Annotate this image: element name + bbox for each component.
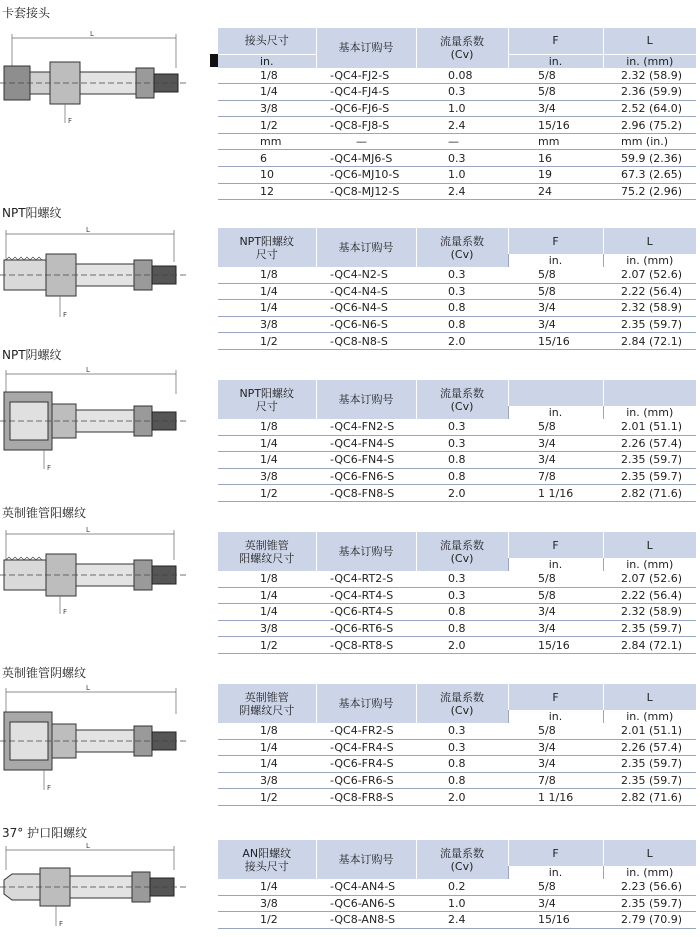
header-l: L [603, 228, 696, 254]
unit-f: in. [508, 866, 603, 879]
table-row: 1/2 -QC8-AN8-S 2.4 15/16 2.79 (70.9) [218, 912, 696, 929]
svg-text:L: L [86, 526, 90, 534]
table-row: 1/4 -QC4-FR4-S 0.3 3/4 2.26 (57.4) [218, 739, 696, 756]
svg-text:F: F [47, 464, 52, 472]
svg-text:F: F [47, 784, 52, 792]
fitting-drawing [0, 364, 190, 479]
section-title: NPT阳螺纹 [2, 206, 62, 220]
table-row: 1/8 -QC4-RT2-S 0.3 5/8 2.07 (52.6) [218, 571, 696, 587]
table-row: 1/4 -QC6-N4-S 0.8 3/4 2.32 (58.9) [218, 300, 696, 317]
unit-l: in. (mm) [603, 254, 696, 267]
fitting-drawing [0, 840, 190, 937]
table-row: 6 -QC4-MJ6-S 0.3 16 59.9 (2.36) [218, 150, 696, 167]
svg-text:L: L [86, 366, 90, 374]
table-row: 12 -QC8-MJ12-S 2.4 24 75.2 (2.96) [218, 183, 696, 200]
header-order: 基本订购号 [316, 840, 416, 879]
header-l: L [603, 840, 696, 866]
section-title: NPT阴螺纹 [2, 348, 62, 362]
header-order: 基本订购号 [316, 380, 416, 419]
header-l: L [603, 532, 696, 558]
unit-l: in. (mm) [603, 406, 696, 419]
table-row: 1/4 -QC4-N4-S 0.3 5/8 2.22 (56.4) [218, 283, 696, 300]
unit-l: in. (mm) [603, 710, 696, 723]
header-flow: 流量系数 (Cv) [416, 28, 508, 68]
table-row: 1/2 -QC8-N8-S 2.0 15/16 2.84 (72.1) [218, 333, 696, 350]
section-title: 37° 护口阳螺纹 [2, 826, 88, 840]
table-row: 1/8 -QC4-FJ2-S 0.08 5/8 2.32 (58.9) [218, 68, 696, 84]
table-row: 3/8 -QC6-RT6-S 0.8 3/4 2.35 (59.7) [218, 620, 696, 637]
unit-f: in. [508, 710, 603, 723]
table-row: 1/4 -QC4-FJ4-S 0.3 5/8 2.36 (59.9) [218, 84, 696, 101]
svg-text:L: L [86, 684, 90, 692]
unit-l: in. (mm) [603, 866, 696, 879]
table-row: 1/4 -QC4-AN4-S 0.2 5/8 2.23 (56.6) [218, 879, 696, 895]
section-title: 英制锥管阳螺纹 [2, 506, 87, 520]
dim-l-label: L [90, 30, 94, 38]
header-size: NPT阳螺纹 尺寸 [218, 228, 316, 267]
svg-text:F: F [59, 920, 64, 928]
header-size: NPT阳螺纹 尺寸 [218, 380, 316, 419]
unit-f: in. [508, 406, 603, 419]
table-row: 3/8 -QC6-AN6-S 1.0 3/4 2.35 (59.7) [218, 895, 696, 912]
table-body [218, 68, 696, 200]
unit-l: in. (mm) [603, 54, 696, 68]
header-size: 英制锥管 阴螺纹尺寸 [218, 684, 316, 723]
header-flow: 流量系数 (Cv) [416, 228, 508, 267]
table-row: 1/8 -QC4-FN2-S 0.3 5/8 2.01 (51.1) [218, 419, 696, 435]
table-row: 3/8 -QC6-FJ6-S 1.0 3/4 2.52 (64.0) [218, 100, 696, 117]
table-row: 1/2 -QC8-FN8-S 2.0 1 1/16 2.82 (71.6) [218, 485, 696, 502]
header-f: F [508, 228, 603, 254]
header-f: F [508, 28, 603, 54]
svg-text:L: L [86, 226, 90, 234]
header-f [508, 380, 603, 406]
table-row: 1/4 -QC4-RT4-S 0.3 5/8 2.22 (56.4) [218, 587, 696, 604]
section-npt-female [0, 346, 700, 501]
header-f: F [508, 840, 603, 866]
section-title: 卡套接头 [2, 6, 51, 20]
section-tube-fitting [0, 0, 700, 200]
unit-f: in. [508, 54, 603, 68]
unit-f: in. [508, 254, 603, 267]
header-size: 英制锥管 阳螺纹尺寸 [218, 532, 316, 571]
section-npt-male [0, 202, 700, 347]
table-row: 1/8 -QC4-N2-S 0.3 5/8 2.07 (52.6) [218, 267, 696, 283]
header-l: L [603, 28, 696, 54]
table-row: 1/2 -QC8-FJ8-S 2.4 15/16 2.96 (75.2) [218, 117, 696, 134]
table-row: 1/8 -QC4-FR2-S 0.3 5/8 2.01 (51.1) [218, 723, 696, 739]
unit-l: in. (mm) [603, 558, 696, 571]
table-row: 1/4 -QC4-FN4-S 0.3 3/4 2.26 (57.4) [218, 435, 696, 452]
spec-table [218, 840, 696, 929]
table-row: 1/2 -QC8-FR8-S 2.0 1 1/16 2.82 (71.6) [218, 789, 696, 806]
header-order: 基本订购号 [316, 228, 416, 267]
unit-size: in. [218, 54, 316, 68]
header-flow: 流量系数 (Cv) [416, 840, 508, 879]
table-row: 10 -QC6-MJ10-S 1.0 19 67.3 (2.65) [218, 167, 696, 184]
table-row: 3/8 -QC6-FN6-S 0.8 7/8 2.35 (59.7) [218, 468, 696, 485]
fitting-drawing [0, 28, 190, 128]
unit-f: in. [508, 558, 603, 571]
header-l: L [603, 684, 696, 710]
header-flow: 流量系数 (Cv) [416, 380, 508, 419]
section-an-male [0, 822, 700, 937]
header-flow: 流量系数 (Cv) [416, 684, 508, 723]
section-bspt-male [0, 502, 700, 662]
header-l [603, 380, 696, 406]
header-size: AN阳螺纹 接头尺寸 [218, 840, 316, 879]
svg-text:F: F [63, 311, 68, 319]
header-flow: 流量系数 (Cv) [416, 532, 508, 571]
dim-f-label: F [68, 117, 73, 125]
table-row: 3/8 -QC6-N6-S 0.8 3/4 2.35 (59.7) [218, 316, 696, 333]
header-order: 基本订购号 [316, 28, 416, 68]
table-row: 1/4 -QC6-RT4-S 0.8 3/4 2.32 (58.9) [218, 604, 696, 621]
svg-text:L: L [86, 842, 90, 850]
spec-table [218, 28, 696, 200]
spec-table [218, 532, 696, 654]
table-row: mm — — mm mm (in.) [218, 133, 696, 150]
spec-table [218, 380, 696, 502]
table-row: 3/8 -QC6-FR6-S 0.8 7/8 2.35 (59.7) [218, 772, 696, 789]
header-order: 基本订购号 [316, 684, 416, 723]
table-row: 1/2 -QC8-RT8-S 2.0 15/16 2.84 (72.1) [218, 637, 696, 654]
section-title: 英制锥管阴螺纹 [2, 666, 87, 680]
header-f: F [508, 684, 603, 710]
header-f: F [508, 532, 603, 558]
header-order: 基本订购号 [316, 532, 416, 571]
header-size: 接头尺寸 [218, 28, 316, 54]
section-bspt-female [0, 662, 700, 822]
fitting-drawing [0, 524, 190, 634]
table-row: 1/4 -QC6-FN4-S 0.8 3/4 2.35 (59.7) [218, 452, 696, 469]
fitting-drawing [0, 222, 190, 332]
spec-table [218, 684, 696, 806]
fitting-drawing [0, 682, 190, 802]
table-row: 1/4 -QC6-FR4-S 0.8 3/4 2.35 (59.7) [218, 756, 696, 773]
spec-table [218, 228, 696, 350]
svg-text:F: F [63, 608, 68, 616]
